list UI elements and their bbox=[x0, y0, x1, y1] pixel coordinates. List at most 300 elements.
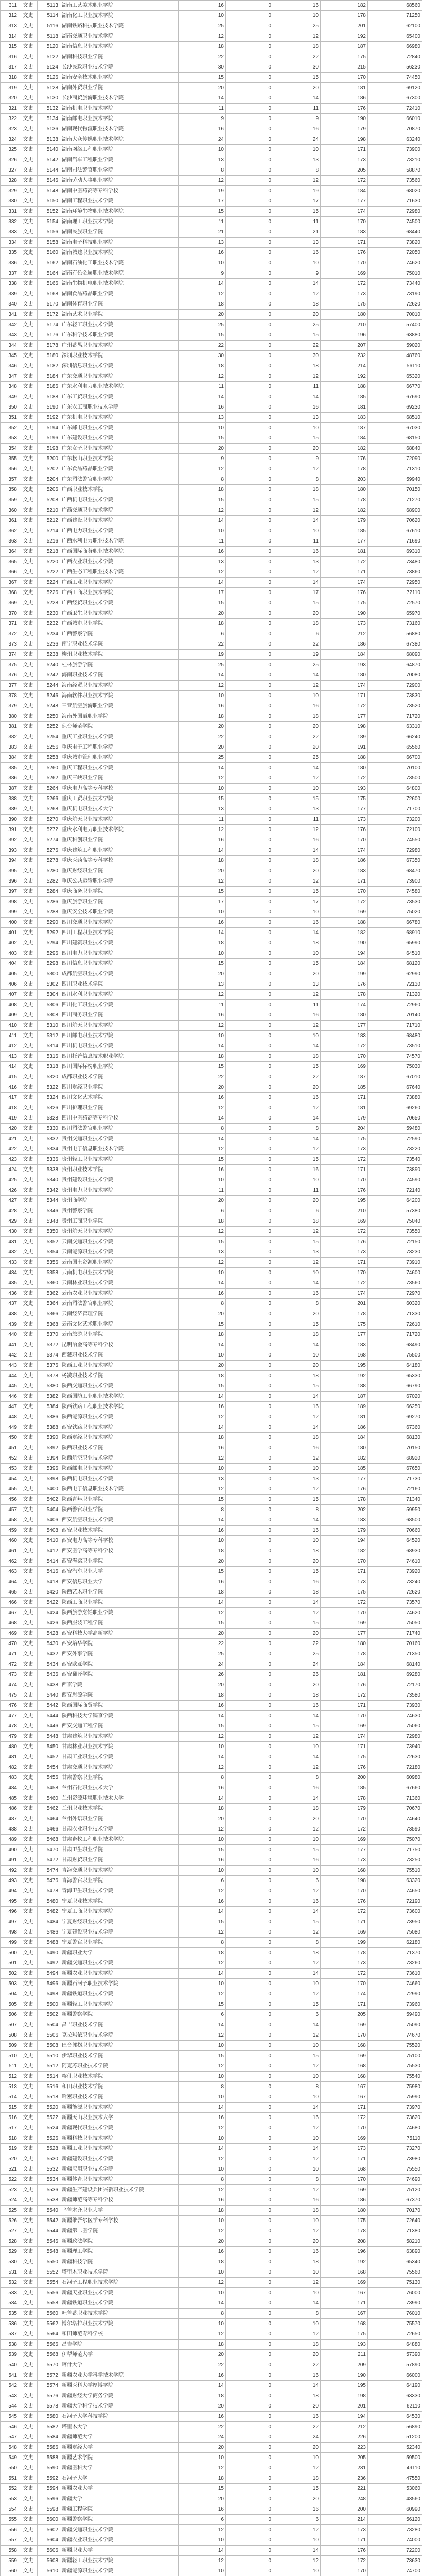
col-a-cell: 18 bbox=[179, 1216, 226, 1227]
row-index-cell: 343 bbox=[1, 330, 19, 341]
school-code-cell: 5172 bbox=[38, 310, 60, 320]
table-row bbox=[1, 207, 422, 217]
col-c-cell: 6 bbox=[273, 2010, 321, 2020]
col-c-cell: 20 bbox=[273, 742, 321, 753]
school-name-cell: 四川化工职业技术学院 bbox=[60, 1000, 179, 1010]
col-a-cell: 22 bbox=[179, 52, 226, 62]
col-c-cell: 14 bbox=[273, 1134, 321, 1144]
col-c-cell: 18 bbox=[273, 1948, 321, 1958]
col-a-cell: 10 bbox=[179, 2133, 226, 2144]
col-c-cell: 25 bbox=[273, 753, 321, 763]
col-e-cell: 65560 bbox=[368, 742, 422, 753]
school-name-cell: 重庆安全技术职业学院 bbox=[60, 907, 179, 918]
table-row bbox=[1, 1227, 422, 1237]
table-row bbox=[1, 784, 422, 794]
col-a-cell: 12 bbox=[179, 2061, 226, 2072]
school-code-cell: 5254 bbox=[38, 732, 60, 742]
col-d-cell: 171 bbox=[321, 1742, 368, 1752]
col-b-cell: 0 bbox=[226, 2340, 273, 2350]
col-d-cell: 169 bbox=[321, 1062, 368, 1072]
school-code-cell: 5232 bbox=[38, 619, 60, 629]
col-a-cell: 12 bbox=[179, 876, 226, 887]
col-e-cell: 71310 bbox=[368, 464, 422, 474]
col-b-cell: 0 bbox=[226, 2288, 273, 2298]
category-cell: 文史 bbox=[19, 1093, 38, 1103]
category-cell: 文史 bbox=[19, 907, 38, 918]
col-b-cell: 0 bbox=[226, 1258, 273, 1268]
school-name-cell: 新疆铁道职业技术学院 bbox=[60, 2298, 179, 2309]
category-cell: 文史 bbox=[19, 2463, 38, 2473]
school-name-cell: 云南农业职业技术学院 bbox=[60, 1289, 179, 1299]
col-b-cell: 0 bbox=[226, 691, 273, 701]
row-index-cell: 508 bbox=[1, 2030, 19, 2041]
school-name-cell: 湖南工程职业技术学院 bbox=[60, 196, 179, 207]
col-a-cell: 20 bbox=[179, 2401, 226, 2412]
col-e-cell: 74500 bbox=[368, 217, 422, 227]
school-code-cell: 5334 bbox=[38, 1144, 60, 1155]
col-c-cell: 16 bbox=[273, 2247, 321, 2257]
row-index-cell: 329 bbox=[1, 186, 19, 196]
school-code-cell: 5484 bbox=[38, 1917, 60, 1927]
school-code-cell: 5396 bbox=[38, 1464, 60, 1474]
col-d-cell: 208 bbox=[321, 2236, 368, 2247]
col-b-cell: 0 bbox=[226, 1165, 273, 1175]
table-row bbox=[1, 2340, 422, 2350]
col-c-cell: 16 bbox=[273, 2113, 321, 2123]
col-d-cell: 172 bbox=[321, 1907, 368, 1917]
col-c-cell: 15 bbox=[273, 1495, 321, 1505]
col-c-cell: 10 bbox=[273, 1175, 321, 1185]
col-c-cell: 14 bbox=[273, 392, 321, 402]
category-cell: 文史 bbox=[19, 1639, 38, 1649]
col-c-cell: 6 bbox=[273, 629, 321, 639]
table-row bbox=[1, 1618, 422, 1629]
table-row bbox=[1, 1216, 422, 1227]
row-index-cell: 555 bbox=[1, 2515, 19, 2525]
col-d-cell: 169 bbox=[321, 268, 368, 279]
row-index-cell: 539 bbox=[1, 2350, 19, 2360]
col-a-cell: 6 bbox=[179, 629, 226, 639]
category-cell: 文史 bbox=[19, 1556, 38, 1567]
category-cell: 文史 bbox=[19, 42, 38, 52]
col-d-cell: 194 bbox=[321, 2412, 368, 2422]
school-code-cell: 5454 bbox=[38, 1762, 60, 1773]
col-c-cell: 20 bbox=[273, 2236, 321, 2247]
category-cell: 文史 bbox=[19, 1453, 38, 1464]
col-b-cell: 0 bbox=[226, 1309, 273, 1319]
school-code-cell: 5166 bbox=[38, 279, 60, 289]
col-c-cell: 18 bbox=[273, 1216, 321, 1227]
school-code-cell: 5550 bbox=[38, 2257, 60, 2267]
row-index-cell: 394 bbox=[1, 856, 19, 866]
school-code-cell: 5222 bbox=[38, 567, 60, 578]
col-d-cell: 212 bbox=[321, 2422, 368, 2432]
category-cell: 文史 bbox=[19, 2319, 38, 2329]
table-row bbox=[1, 526, 422, 536]
school-code-cell: 5498 bbox=[38, 1989, 60, 1999]
category-cell: 文史 bbox=[19, 1247, 38, 1258]
col-e-cell: 59020 bbox=[368, 341, 422, 351]
category-cell: 文史 bbox=[19, 1824, 38, 1835]
col-d-cell: 172 bbox=[321, 897, 368, 907]
school-code-cell: 5452 bbox=[38, 1752, 60, 1762]
school-name-cell: 西藏职业技术学院 bbox=[60, 1350, 179, 1361]
col-b-cell: 0 bbox=[226, 928, 273, 938]
school-name-cell: 石河子大学 bbox=[60, 2473, 179, 2484]
col-c-cell: 12 bbox=[273, 2061, 321, 2072]
school-code-cell: 5148 bbox=[38, 186, 60, 196]
col-d-cell: 173 bbox=[321, 155, 368, 165]
table-row bbox=[1, 948, 422, 959]
col-e-cell: 75020 bbox=[368, 907, 422, 918]
col-b-cell: 0 bbox=[226, 124, 273, 134]
school-name-cell: 巴音郭楞职业技术学院 bbox=[60, 2041, 179, 2051]
col-e-cell: 75530 bbox=[368, 2061, 422, 2072]
col-d-cell: 170 bbox=[321, 2030, 368, 2041]
school-code-cell: 5352 bbox=[38, 1237, 60, 1247]
school-code-cell: 5382 bbox=[38, 1392, 60, 1402]
category-cell: 文史 bbox=[19, 2443, 38, 2453]
col-d-cell: 190 bbox=[321, 938, 368, 948]
row-index-cell: 519 bbox=[1, 2144, 19, 2154]
school-code-cell: 5552 bbox=[38, 2267, 60, 2278]
category-cell: 文史 bbox=[19, 2556, 38, 2566]
col-b-cell: 0 bbox=[226, 1762, 273, 1773]
row-index-cell: 451 bbox=[1, 1443, 19, 1453]
col-d-cell: 173 bbox=[321, 1577, 368, 1587]
category-cell: 文史 bbox=[19, 2401, 38, 2412]
category-cell: 文史 bbox=[19, 1866, 38, 1876]
row-index-cell: 414 bbox=[1, 1062, 19, 1072]
col-a-cell: 10 bbox=[179, 2092, 226, 2103]
school-code-cell: 5202 bbox=[38, 464, 60, 474]
table-row bbox=[1, 1062, 422, 1072]
col-a-cell: 10 bbox=[179, 2267, 226, 2278]
col-b-cell: 0 bbox=[226, 1505, 273, 1515]
school-name-cell: 四川邮电职业技术学院 bbox=[60, 1031, 179, 1041]
col-a-cell: 20 bbox=[179, 1629, 226, 1639]
col-d-cell: 184 bbox=[321, 1433, 368, 1443]
school-name-cell: 云南经济管理学院 bbox=[60, 1309, 179, 1319]
col-c-cell: 8 bbox=[273, 474, 321, 485]
category-cell: 文史 bbox=[19, 2123, 38, 2133]
col-d-cell: 172 bbox=[321, 1690, 368, 1701]
col-e-cell: 72590 bbox=[368, 1134, 422, 1144]
col-c-cell: 18 bbox=[273, 1433, 321, 1443]
school-name-cell: 新疆轻工职业技术学院 bbox=[60, 1999, 179, 2010]
col-d-cell: 211 bbox=[321, 2350, 368, 2360]
category-cell: 文史 bbox=[19, 1711, 38, 1721]
table-row bbox=[1, 1268, 422, 1278]
col-e-cell: 72980 bbox=[368, 1732, 422, 1742]
school-code-cell: 5374 bbox=[38, 1350, 60, 1361]
col-c-cell: 20 bbox=[273, 2401, 321, 2412]
col-b-cell: 0 bbox=[226, 351, 273, 361]
col-d-cell: 177 bbox=[321, 196, 368, 207]
col-a-cell: 10 bbox=[179, 2216, 226, 2226]
col-e-cell: 69230 bbox=[368, 402, 422, 413]
category-cell: 文史 bbox=[19, 845, 38, 856]
row-index-cell: 497 bbox=[1, 1917, 19, 1927]
col-d-cell: 169 bbox=[321, 1721, 368, 1732]
col-b-cell: 0 bbox=[226, 2144, 273, 2154]
col-a-cell: 20 bbox=[179, 2350, 226, 2360]
col-c-cell: 10 bbox=[273, 2216, 321, 2226]
col-b-cell: 0 bbox=[226, 402, 273, 413]
table-row bbox=[1, 42, 422, 52]
col-b-cell: 0 bbox=[226, 1629, 273, 1639]
col-a-cell: 8 bbox=[179, 2175, 226, 2185]
category-cell: 文史 bbox=[19, 2216, 38, 2226]
school-code-cell: 5240 bbox=[38, 660, 60, 670]
col-b-cell: 0 bbox=[226, 1927, 273, 1938]
col-a-cell: 16 bbox=[179, 2247, 226, 2257]
col-c-cell: 18 bbox=[273, 2391, 321, 2401]
col-e-cell: 64200 bbox=[368, 1196, 422, 1206]
col-d-cell: 192 bbox=[321, 2257, 368, 2267]
category-cell: 文史 bbox=[19, 2370, 38, 2381]
col-b-cell: 0 bbox=[226, 310, 273, 320]
col-e-cell: 73970 bbox=[368, 2103, 422, 2113]
col-d-cell: 215 bbox=[321, 62, 368, 73]
school-code-cell: 5134 bbox=[38, 114, 60, 124]
col-b-cell: 0 bbox=[226, 681, 273, 691]
col-c-cell: 13 bbox=[273, 155, 321, 165]
col-c-cell: 18 bbox=[273, 856, 321, 866]
col-d-cell: 190 bbox=[321, 2370, 368, 2381]
col-c-cell: 18 bbox=[273, 1546, 321, 1556]
col-c-cell: 15 bbox=[273, 1999, 321, 2010]
row-index-cell: 558 bbox=[1, 2546, 19, 2556]
col-e-cell: 47550 bbox=[368, 2473, 422, 2484]
category-cell: 文史 bbox=[19, 1927, 38, 1938]
col-b-cell: 0 bbox=[226, 320, 273, 330]
school-name-cell: 云南旅游职业学院 bbox=[60, 1330, 179, 1340]
school-code-cell: 5234 bbox=[38, 629, 60, 639]
row-index-cell: 406 bbox=[1, 979, 19, 990]
col-b-cell: 0 bbox=[226, 1618, 273, 1629]
col-a-cell: 16 bbox=[179, 1855, 226, 1866]
category-cell: 文史 bbox=[19, 2010, 38, 2020]
col-a-cell: 12 bbox=[179, 289, 226, 299]
school-code-cell: 5514 bbox=[38, 2072, 60, 2082]
col-c-cell: 10 bbox=[273, 1742, 321, 1752]
table-row bbox=[1, 2566, 422, 2576]
category-cell: 文史 bbox=[19, 1289, 38, 1299]
col-e-cell: 43560 bbox=[368, 2494, 422, 2504]
category-cell: 文史 bbox=[19, 2515, 38, 2525]
school-name-cell: 新疆警察学院 bbox=[60, 2010, 179, 2020]
col-d-cell: 193 bbox=[321, 784, 368, 794]
col-b-cell: 0 bbox=[226, 959, 273, 969]
category-cell: 文史 bbox=[19, 1515, 38, 1526]
col-b-cell: 0 bbox=[226, 165, 273, 176]
school-code-cell: 5296 bbox=[38, 948, 60, 959]
col-e-cell: 74700 bbox=[368, 2566, 422, 2576]
table-row bbox=[1, 897, 422, 907]
table-row bbox=[1, 2319, 422, 2329]
category-cell: 文史 bbox=[19, 382, 38, 392]
school-name-cell: 湖南机电职业技术学院 bbox=[60, 104, 179, 114]
row-index-cell: 357 bbox=[1, 474, 19, 485]
col-b-cell: 0 bbox=[226, 763, 273, 773]
row-index-cell: 415 bbox=[1, 1072, 19, 1082]
row-index-cell: 401 bbox=[1, 928, 19, 938]
table-row bbox=[1, 1670, 422, 1680]
table-row bbox=[1, 969, 422, 979]
row-index-cell: 364 bbox=[1, 547, 19, 557]
school-name-cell: 四川信息职业技术学院 bbox=[60, 959, 179, 969]
school-code-cell: 5164 bbox=[38, 268, 60, 279]
col-d-cell: 184 bbox=[321, 186, 368, 196]
col-b-cell: 0 bbox=[226, 299, 273, 310]
col-c-cell: 14 bbox=[273, 1340, 321, 1350]
col-c-cell: 24 bbox=[273, 1659, 321, 1670]
col-e-cell: 57400 bbox=[368, 320, 422, 330]
category-cell: 文史 bbox=[19, 1237, 38, 1247]
col-a-cell: 13 bbox=[179, 413, 226, 423]
category-cell: 文史 bbox=[19, 1752, 38, 1762]
col-b-cell: 0 bbox=[226, 2360, 273, 2370]
col-a-cell: 12 bbox=[179, 1927, 226, 1938]
col-c-cell: 12 bbox=[273, 1958, 321, 1969]
row-index-cell: 461 bbox=[1, 1546, 19, 1556]
col-d-cell: 181 bbox=[321, 402, 368, 413]
category-cell: 文史 bbox=[19, 1155, 38, 1165]
col-d-cell: 205 bbox=[321, 2010, 368, 2020]
school-name-cell: 新疆铁道职业技术学院 bbox=[60, 1989, 179, 1999]
category-cell: 文史 bbox=[19, 1938, 38, 1948]
col-d-cell: 170 bbox=[321, 1268, 368, 1278]
col-e-cell: 70160 bbox=[368, 1639, 422, 1649]
category-cell: 文史 bbox=[19, 866, 38, 876]
col-b-cell: 0 bbox=[226, 2453, 273, 2463]
col-e-cell: 68910 bbox=[368, 928, 422, 938]
col-a-cell: 14 bbox=[179, 1041, 226, 1052]
school-code-cell: 5146 bbox=[38, 176, 60, 186]
school-name-cell: 四川水利职业技术学院 bbox=[60, 990, 179, 1000]
col-e-cell: 76000 bbox=[368, 2288, 422, 2298]
col-d-cell: 223 bbox=[321, 2443, 368, 2453]
table-row bbox=[1, 1124, 422, 1134]
school-code-cell: 5592 bbox=[38, 2473, 60, 2484]
school-name-cell: 广东轻工职业技术学院 bbox=[60, 320, 179, 330]
row-index-cell: 474 bbox=[1, 1680, 19, 1690]
col-c-cell: 15 bbox=[273, 1319, 321, 1330]
col-d-cell: 171 bbox=[321, 876, 368, 887]
school-code-cell: 5426 bbox=[38, 1618, 60, 1629]
table-row bbox=[1, 629, 422, 639]
col-d-cell: 214 bbox=[321, 2515, 368, 2525]
col-c-cell: 15 bbox=[273, 207, 321, 217]
school-name-cell: 昆明冶金高等专科学校 bbox=[60, 1340, 179, 1350]
school-name-cell: 新疆理工学院 bbox=[60, 2247, 179, 2257]
school-code-cell: 5238 bbox=[38, 650, 60, 660]
school-name-cell: 甘肃工业职业技术学院 bbox=[60, 1752, 179, 1762]
col-c-cell: 20 bbox=[273, 2494, 321, 2504]
col-a-cell: 8 bbox=[179, 1299, 226, 1309]
school-code-cell: 5320 bbox=[38, 1072, 60, 1082]
table-row bbox=[1, 2133, 422, 2144]
category-cell: 文史 bbox=[19, 1690, 38, 1701]
col-c-cell: 10 bbox=[273, 2535, 321, 2546]
school-code-cell: 5508 bbox=[38, 2041, 60, 2051]
table-row bbox=[1, 2247, 422, 2257]
col-d-cell: 185 bbox=[321, 1082, 368, 1093]
school-code-cell: 5524 bbox=[38, 2123, 60, 2133]
table-row bbox=[1, 2154, 422, 2164]
col-a-cell: 18 bbox=[179, 1546, 226, 1556]
col-d-cell: 172 bbox=[321, 2113, 368, 2123]
category-cell: 文史 bbox=[19, 165, 38, 176]
col-a-cell: 16 bbox=[179, 1165, 226, 1175]
col-e-cell: 72190 bbox=[368, 1896, 422, 1907]
row-index-cell: 458 bbox=[1, 1515, 19, 1526]
school-code-cell: 5388 bbox=[38, 1422, 60, 1433]
col-a-cell: 18 bbox=[179, 485, 226, 495]
school-name-cell: 琼台师范学院 bbox=[60, 722, 179, 732]
school-name-cell: 四川建筑职业技术学院 bbox=[60, 938, 179, 948]
school-name-cell: 新疆体育职业技术学院 bbox=[60, 2175, 179, 2185]
col-b-cell: 0 bbox=[226, 1464, 273, 1474]
col-a-cell: 20 bbox=[179, 83, 226, 93]
row-index-cell: 336 bbox=[1, 258, 19, 268]
col-e-cell: 58870 bbox=[368, 165, 422, 176]
school-name-cell: 新疆科技职业技术学院 bbox=[60, 2133, 179, 2144]
school-name-cell: 贵州电力职业技术学院 bbox=[60, 1185, 179, 1196]
col-c-cell: 14 bbox=[273, 93, 321, 104]
school-name-cell: 深圳职业技术学院 bbox=[60, 351, 179, 361]
col-b-cell: 0 bbox=[226, 1670, 273, 1680]
col-d-cell: 182 bbox=[321, 1, 368, 11]
col-c-cell: 26 bbox=[273, 1670, 321, 1680]
table-row bbox=[1, 1969, 422, 1979]
school-code-cell: 5436 bbox=[38, 1670, 60, 1680]
col-e-cell: 70650 bbox=[368, 1113, 422, 1124]
category-cell: 文史 bbox=[19, 948, 38, 959]
school-name-cell: 石河子工程职业技术学院 bbox=[60, 2278, 179, 2288]
school-code-cell: 5236 bbox=[38, 639, 60, 650]
col-b-cell: 0 bbox=[226, 2329, 273, 2340]
school-code-cell: 5588 bbox=[38, 2453, 60, 2463]
school-code-cell: 5284 bbox=[38, 887, 60, 897]
col-b-cell: 0 bbox=[226, 2206, 273, 2216]
table-row bbox=[1, 1185, 422, 1196]
col-d-cell: 170 bbox=[321, 1711, 368, 1721]
category-cell: 文史 bbox=[19, 1350, 38, 1361]
row-index-cell: 419 bbox=[1, 1113, 19, 1124]
col-b-cell: 0 bbox=[226, 526, 273, 536]
school-code-cell: 5536 bbox=[38, 2185, 60, 2195]
col-e-cell: 73240 bbox=[368, 1577, 422, 1587]
school-code-cell: 5380 bbox=[38, 1381, 60, 1392]
col-b-cell: 0 bbox=[226, 742, 273, 753]
school-name-cell: 贵州工商职业学院 bbox=[60, 1216, 179, 1227]
col-a-cell: 18 bbox=[179, 1433, 226, 1443]
table-row bbox=[1, 1361, 422, 1371]
row-index-cell: 311 bbox=[1, 1, 19, 11]
school-code-cell: 5564 bbox=[38, 2329, 60, 2340]
col-c-cell: 18 bbox=[273, 938, 321, 948]
col-a-cell: 8 bbox=[179, 1773, 226, 1783]
school-code-cell: 5344 bbox=[38, 1196, 60, 1206]
category-cell: 文史 bbox=[19, 2350, 38, 2360]
school-name-cell: 四川国际标榜职业学院 bbox=[60, 1062, 179, 1072]
col-e-cell: 76010 bbox=[368, 2309, 422, 2319]
category-cell: 文史 bbox=[19, 196, 38, 207]
category-cell: 文史 bbox=[19, 464, 38, 474]
col-c-cell: 15 bbox=[273, 794, 321, 804]
